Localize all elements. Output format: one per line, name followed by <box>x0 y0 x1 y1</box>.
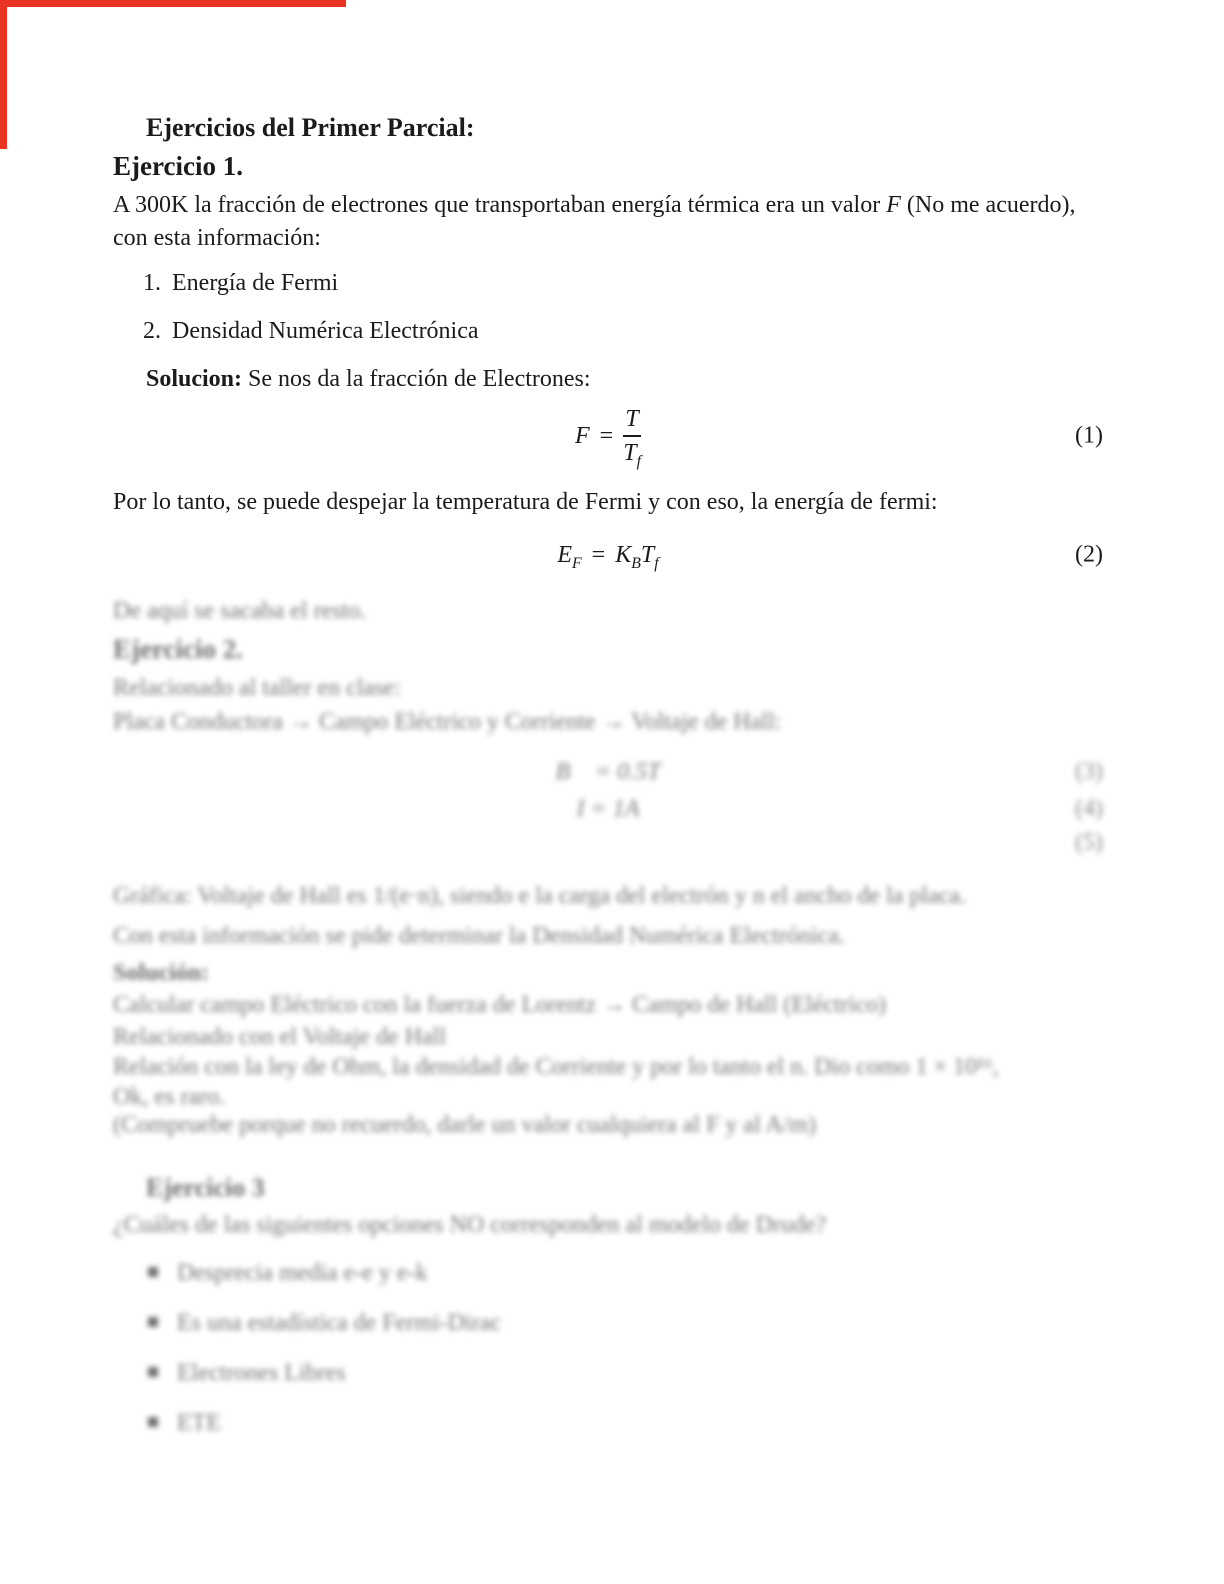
equation-tag: (4) <box>1075 795 1103 822</box>
equation-2 <box>113 539 1103 571</box>
eq4-body: I = 1A <box>576 795 640 822</box>
exercise1-heading: Ejercicio 1. <box>113 151 243 181</box>
intro-text-before: A 300K la fracción de electrones que transportaban energía térmica era un valor <box>113 192 887 218</box>
red-crop-mark-top <box>0 0 346 7</box>
blurred-line: (Compruebe porque no recuerdo, darle un valor cualquiera al F y al A/m) <box>113 1112 817 1138</box>
equation-3 <box>113 756 1103 788</box>
blurred-line: Relacionado con el Voltaje de Hall <box>113 1024 447 1050</box>
equation-tag: (2) <box>1075 541 1103 568</box>
solution-label: Solución: <box>113 960 210 986</box>
eq1-denominator: $T_f$ <box>623 440 641 470</box>
exercise2-heading: Ejercicio 2. <box>113 634 243 664</box>
eq2-rhs1: $K_B$ <box>615 541 641 572</box>
blurred-line: Ok, es raro. <box>113 1084 225 1110</box>
option-item <box>148 1358 346 1389</box>
option-label: ETE <box>177 1410 221 1436</box>
equation-tag: (5) <box>1075 829 1103 856</box>
solution-text: Se nos da la fracción de Electrones: <box>242 366 591 392</box>
blurred-line: Gráfica: Voltaje de Hall es 1/(e·n), siendo e la carga del electrón y n el ancho de la placa. <box>113 883 966 909</box>
blurred-line: Calcular campo Eléctrico con la fuerza de Lorentz → Campo de Hall (Eléctrico) <box>113 992 886 1018</box>
square-bullet-icon <box>148 1367 158 1377</box>
list-item-number: 1. <box>143 270 161 296</box>
exercise3-question: ¿Cuáles de las siguientes opciones NO corresponden al modelo de Drude? <box>113 1212 827 1238</box>
blurred-line: Relacionado al taller en clase: <box>113 675 401 701</box>
list-item-label: Energía de Fermi <box>172 270 339 296</box>
option-item <box>148 1408 221 1439</box>
equation-4 <box>113 793 1103 825</box>
exercise1-paragraph2: Por lo tanto, se puede despejar la temperatura de Fermi y con eso, la energía de fermi: <box>113 489 938 515</box>
equation-tag: (3) <box>1075 758 1103 785</box>
eq2-rhs2: $T_f$ <box>640 541 659 572</box>
solution-line <box>146 364 591 395</box>
eq1-equals: = <box>599 422 614 449</box>
fraction-bar <box>623 435 641 437</box>
blurred-line: Relación con la ley de Ohm, la densidad de Corriente y por lo tanto el n. Dio como 1 × 10¹⁶, <box>113 1054 999 1080</box>
list-item-label: Densidad Numérica Electrónica <box>172 318 479 344</box>
list-item-number: 2. <box>143 318 161 344</box>
equation-5 <box>113 827 1103 859</box>
blurred-line: Placa Conductora → Campo Eléctrico y Corriente → Voltaje de Hall: <box>113 709 782 735</box>
equation-tag: (1) <box>1075 422 1103 449</box>
exercise1-intro-line1 <box>113 190 1075 221</box>
eq3-body: B⃗ = 0.5T <box>555 758 661 785</box>
square-bullet-icon <box>148 1317 158 1327</box>
page-title: Ejercicios del Primer Parcial: <box>146 113 475 142</box>
solution-label: Solucion: <box>146 366 243 392</box>
exercise3-heading: Ejercicio 3 <box>146 1173 265 1202</box>
blurred-line: Con esta información se pide determinar la Densidad Numérica Electrónica. <box>113 923 845 949</box>
square-bullet-icon <box>148 1267 158 1277</box>
eq1-fraction <box>623 406 641 470</box>
list-item <box>143 316 479 347</box>
option-item <box>148 1308 501 1339</box>
intro-var-f: F <box>886 192 901 218</box>
square-bullet-icon <box>148 1417 158 1427</box>
option-label: Electrones Libres <box>177 1360 346 1386</box>
option-label: Desprecia media e-e y e-k <box>177 1260 428 1286</box>
blurred-note: De aquí se sacaba el resto. <box>113 598 367 624</box>
equation-1 <box>113 403 1103 469</box>
option-item <box>148 1258 428 1289</box>
eq1-numerator: T <box>625 406 639 432</box>
eq2-lhs: $E_F$ <box>557 541 582 572</box>
eq1-lhs: F <box>575 422 590 449</box>
list-item <box>143 268 338 299</box>
option-label: Es una estadística de Fermi-Dirac <box>177 1310 501 1336</box>
eq2-equals: = <box>591 541 606 568</box>
exercise1-intro-line2: con esta información: <box>113 225 321 251</box>
red-crop-mark-left <box>0 0 7 149</box>
intro-text-after: (No me acuerdo), <box>900 192 1076 218</box>
